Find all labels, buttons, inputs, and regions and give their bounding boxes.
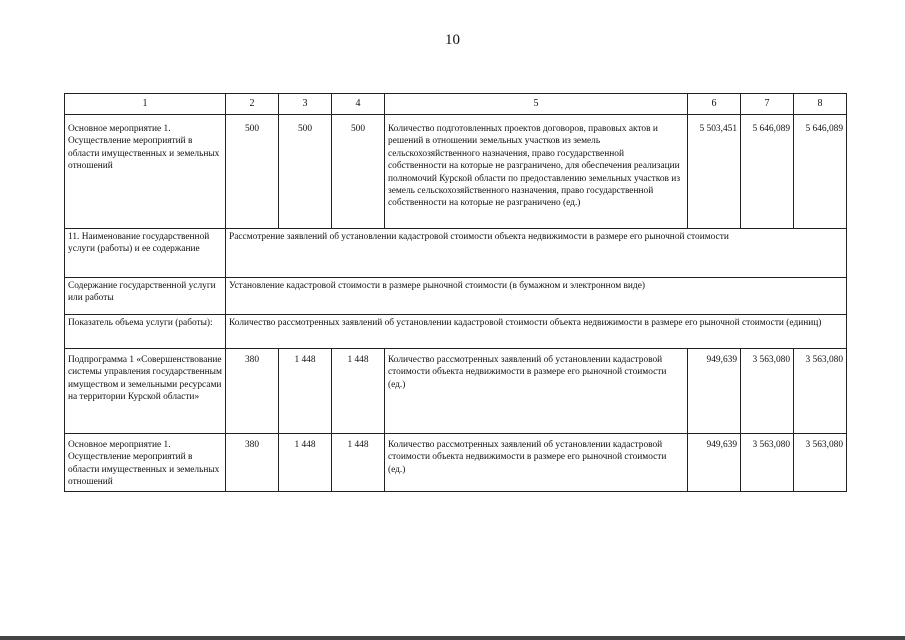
value-col4: 1 448 — [332, 434, 385, 492]
header-cell: 8 — [794, 94, 847, 115]
value-col2: 380 — [226, 434, 279, 492]
value-col8: 3 563,080 — [794, 349, 847, 434]
header-cell: 1 — [65, 94, 226, 115]
header-cell: 3 — [279, 94, 332, 115]
value-col6: 5 503,451 — [688, 115, 741, 229]
volume-indicator-label: Показатель объема услуги (работы): — [65, 315, 226, 349]
indicators-table — [64, 93, 847, 492]
value-col8: 5 646,089 — [794, 115, 847, 229]
row-name: Основное мероприятие 1. Осуществление мероприятий в области имущественных и земельных отношений — [65, 115, 226, 229]
volume-indicator-text: Количество рассмотренных заявлений об установлении кадастровой стоимости объекта недвижимости в размере его рыночной стоимости (единиц) — [226, 315, 847, 349]
service-content-label: Содержание государственной услуги или работы — [65, 278, 226, 315]
table-header-row — [65, 94, 847, 115]
value-col7: 3 563,080 — [741, 349, 794, 434]
scan-edge-shadow — [0, 636, 905, 640]
value-col3: 500 — [279, 115, 332, 229]
indicator-text: Количество подготовленных проектов договоров, правовых актов и решений в отношении земельных участков из земель сельскохозяйственного назначения, право государственной собственности на которые не разграничено, для обеспечения реализации полномочий Курской области по предоставлению земельных участков из земель сельскохозяйственного назначения, право государственной собственности на которые не разграничено (ед.) — [385, 115, 688, 229]
table-row — [65, 278, 847, 315]
header-cell: 7 — [741, 94, 794, 115]
header-cell: 5 — [385, 94, 688, 115]
page-number: 10 — [445, 32, 460, 48]
table-row — [65, 349, 847, 434]
value-col4: 1 448 — [332, 349, 385, 434]
value-col8: 3 563,080 — [794, 434, 847, 492]
value-col2: 380 — [226, 349, 279, 434]
indicator-text: Количество рассмотренных заявлений об установлении кадастровой стоимости объекта недвижимости в размере его рыночной стоимости (ед.) — [385, 434, 688, 492]
value-col4: 500 — [332, 115, 385, 229]
value-col7: 5 646,089 — [741, 115, 794, 229]
service-content-text: Установление кадастровой стоимости в размере рыночной стоимости (в бумажном и электронном виде) — [226, 278, 847, 315]
service-name-label: 11. Наименование государственной услуги (работы) и ее содержание — [65, 229, 226, 278]
header-cell: 2 — [226, 94, 279, 115]
header-cell: 6 — [688, 94, 741, 115]
value-col2: 500 — [226, 115, 279, 229]
header-cell: 4 — [332, 94, 385, 115]
value-col6: 949,639 — [688, 349, 741, 434]
value-col6: 949,639 — [688, 434, 741, 492]
table-row — [65, 315, 847, 349]
indicator-text: Количество рассмотренных заявлений об установлении кадастровой стоимости объекта недвижимости в размере его рыночной стоимости (ед.) — [385, 349, 688, 434]
row-name: Подпрограмма 1 «Совершенствование системы управления государственным имуществом и земельными ресурсами на территории Курской области» — [65, 349, 226, 434]
table-row — [65, 115, 847, 229]
value-col3: 1 448 — [279, 349, 332, 434]
value-col3: 1 448 — [279, 434, 332, 492]
row-name: Основное мероприятие 1. Осуществление мероприятий в области имущественных и земельных отношений — [65, 434, 226, 492]
value-col7: 3 563,080 — [741, 434, 794, 492]
table-row — [65, 229, 847, 278]
table-row — [65, 434, 847, 492]
service-name-text: Рассмотрение заявлений об установлении кадастровой стоимости объекта недвижимости в размере его рыночной стоимости — [226, 229, 847, 278]
